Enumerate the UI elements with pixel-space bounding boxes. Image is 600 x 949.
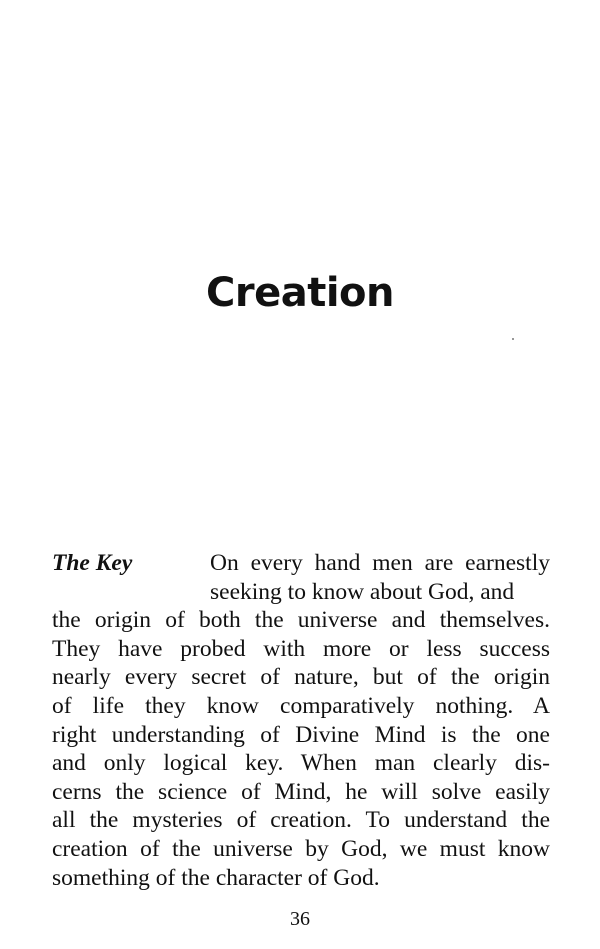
page-number: 36 [290,908,310,930]
paragraph-line: all the mysteries of creation. To understand the [52,807,550,834]
body-paragraph [52,549,550,892]
paragraph-line: seeking to know about God, and [210,578,515,605]
paragraph-line: nearly every secret of nature, but of the origin [52,664,550,691]
paragraph-line: creation of the universe by God, we must know [52,835,550,862]
paragraph-line: the origin of both the universe and themselves. [52,607,550,634]
paragraph-line: right understanding of Divine Mind is the one [52,721,550,748]
print-speck [512,338,514,340]
chapter-title: Creation [206,270,394,316]
paragraph-line: something of the character of God. [52,864,380,891]
side-heading: The Key [52,550,133,576]
paragraph-line: and only logical key. When man clearly dis- [52,750,550,777]
paragraph-first-line [52,549,550,578]
paragraph-line: On every hand men are earnestly [210,550,550,576]
paragraph-line: They have probed with more or less success [52,635,550,662]
paragraph-line: cerns the science of Mind, he will solve easily [52,778,550,805]
paragraph-line: of life they know comparatively nothing. A [52,692,550,719]
